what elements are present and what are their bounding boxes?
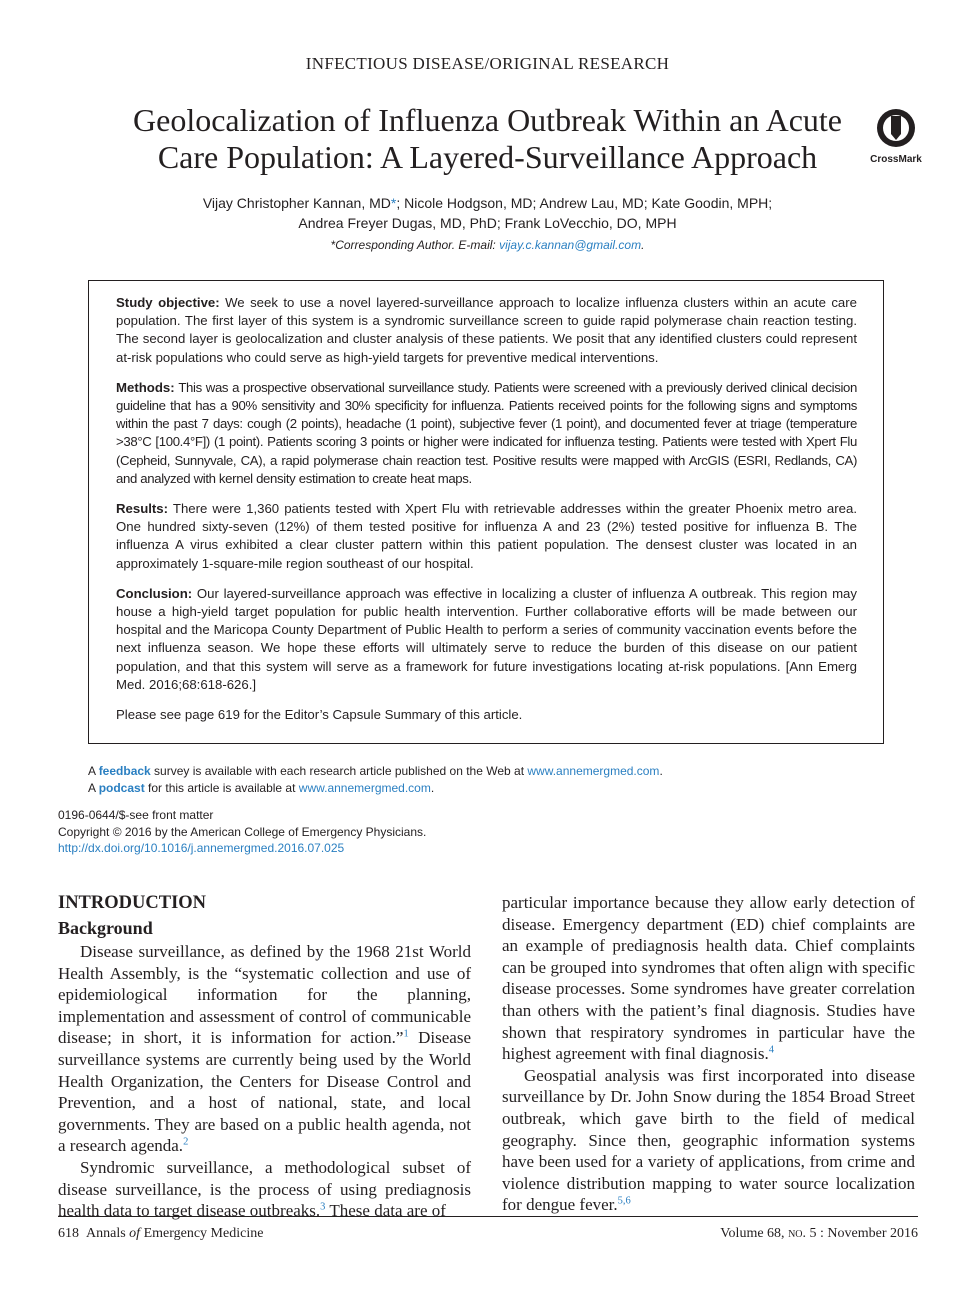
corresponding-prefix: *Corresponding Author. E-mail: (330, 238, 500, 252)
issn: 0196-0644/$-see front matter (58, 808, 214, 822)
abstract-objective (116, 294, 857, 367)
podcast-link[interactable]: podcast (98, 781, 145, 795)
abstract-conclusion (116, 585, 857, 694)
author-lead: Vijay Christopher Kannan, MD (202, 195, 391, 211)
footer-journal (58, 1226, 263, 1242)
background-heading: Background (58, 918, 153, 938)
crossmark-label: CrossMark (870, 154, 922, 165)
results-text: There were 1,360 patients tested with Xpert Flu with retrievable addresses within the greater Phoenix metro area. One hundred sixty-seven (12%) of them tested positive for influenza A and 23 (2%) tested positive for influenza B. The influenza A virus exhibited a clear cluster pattern within this patient population. The densest cluster was located in an approximately 1-square-mile region southeast of our hospital. (116, 501, 857, 571)
feedback-url-link[interactable]: www.annemergmed.com (527, 764, 660, 778)
methods-text: This was a prospective observational surveillance study. Patients were screened with a previously derived clinical decision guideline that has a 90% sensitivity and 30% specificity for influenza. Patients received points for the following signs and symptoms within the past 7 days: cough (2 points), headache (1 point), subjective fever (1 point), and documented fever at triage (temperature >38°C [100.4°F]) (1 point). Patients scoring 3 points or higher were indicated for influenza testing. Patients were tested with Xpert Flu (Cepheid, Sunnyvale, CA), a rapid polymerase chain reaction test. Positive results were mapped with ArcGIS (ESRI, Redlands, CA) and analyzed with kernel density estimation to create heat maps. (116, 379, 857, 486)
results-label: Results: (116, 501, 169, 517)
p2-text-b-start: These data are of (325, 1201, 446, 1221)
copyright: Copyright © 2016 by the American College of Emergency Physicians. (58, 824, 427, 839)
feedback-mid: survey is available with each research article published on the Web at (150, 764, 528, 778)
feedback-end: . (659, 764, 663, 778)
paragraph-2-cont (502, 892, 915, 1065)
footer-issue (720, 1226, 918, 1242)
corresponding-email-link[interactable]: vijay.c.kannan@gmail.com (499, 238, 642, 252)
podcast-end: . (430, 781, 435, 795)
p2-text-b-cont: particular importance because they allow early detection of disease. Emergency department (ED) chief complaints are an example of prediagnosis health data. Chief complaints can be grouped into syndromes that often align with specific disease processes. Some syndromes have greater correlation than others with the patient’s final diagnosis. Studies have shown that respiratory syndromes in particular have the highest agreement with final diagnosis. (502, 893, 915, 1064)
capsule-note: Please see page 619 for the Editor’s Capsule Summary of this article. (116, 707, 523, 723)
authors-line-2: Andrea Freyer Dugas, MD, PhD; Frank LoVecchio, DO, MPH (298, 215, 677, 231)
journal-name-b: Emergency Medicine (140, 1226, 264, 1241)
conclusion-text: Our layered-surveillance approach was effective in localizing a cluster of influenza A outbreak. This region may house a high-yield target population for public health intervention. Further collaborative efforts will be made between our hospital and the Maricopa County Department of Public Health to perform a series of community vaccination events before the next influenza season. We hope these efforts will ultimately serve to reduce the burden of this disease on our patient population, and that this system will serve as a framework for future investigations locating at-risk populations. [Ann Emerg Med. 2016;68:618-626.] (116, 585, 857, 692)
issue-date: 5 : November 2016 (806, 1226, 918, 1241)
p2-text-a: Syndromic surveillance, a methodological subset of disease surveillance, is the process of using prediagnosis health data to target disease outbreaks. (58, 1157, 471, 1221)
right-column (502, 892, 915, 1216)
ref-3-link[interactable]: 3 (320, 1201, 326, 1213)
corresponding-star-link[interactable]: * (390, 195, 397, 211)
conclusion-label: Conclusion: (116, 585, 193, 601)
doi-link[interactable]: http://dx.doi.org/10.1016/j.annemergmed.2016.07.025 (58, 841, 345, 855)
abstract-box (88, 280, 884, 744)
corresponding-suffix: . (641, 238, 645, 252)
journal-name-of: of (129, 1226, 141, 1241)
footer-rule (58, 1216, 918, 1217)
journal-name-a: Annals (86, 1226, 130, 1241)
feedback-prefix: A (88, 764, 99, 778)
ref-1-link[interactable]: 1 (403, 1028, 409, 1040)
abstract-methods (116, 379, 857, 488)
authors-rest: ; Nicole Hodgson, MD; Andrew Lau, MD; Kate Goodin, MPH; (396, 195, 773, 211)
article-title (100, 102, 875, 176)
podcast-url-link[interactable]: www.annemergmed.com (298, 781, 431, 795)
title-line-1: Geolocalization of Influenza Outbreak Within an Acute (133, 102, 842, 138)
issue-no-label: no. (788, 1226, 807, 1241)
ref-2-link[interactable]: 2 (183, 1136, 189, 1148)
page-number: 618 (58, 1226, 79, 1241)
p1-text-b: Disease surveillance systems are currently being used by the World Health Organization, the Centers for Disease Control and Prevention, and a host of national, state, and local governments. They are based on a public health agenda, not a research agenda. (58, 1028, 471, 1156)
ref-4-link[interactable]: 4 (768, 1044, 774, 1056)
author-list (80, 193, 895, 233)
feedback-link[interactable]: feedback (98, 764, 151, 778)
left-column (58, 891, 471, 1222)
methods-label: Methods: (116, 379, 175, 395)
p1-text-a: Disease surveillance, as defined by the 1968 21st World Health Assembly, is the “systematic collection and use of epidemiological information for the planning, implementation and assessment of control of communicable disease; in short, it is information for action.” (58, 942, 471, 1048)
front-matter (58, 807, 858, 857)
web-notes (88, 763, 888, 797)
section-header: INFECTIOUS DISEASE/ORIGINAL RESEARCH (305, 54, 670, 73)
ref-5-6-link[interactable]: 5,6 (617, 1195, 631, 1207)
paragraph-3 (502, 1065, 915, 1216)
p3-text: Geospatial analysis was first incorporated into disease surveillance by Dr. John Snow during the 1854 Broad Street outbreak, which gave birth to the field of medical geography. Since then, geographic information systems have been used for a variety of applications, from crime and violence distribution mapping to water source localization for dengue fever. (502, 1065, 915, 1215)
objective-text: We seek to use a novel layered-surveillance approach to localize influenza clusters within an acute care population. The first layer of this system is a syndromic surveillance screen to guide rapid polymerase chain reaction testing. The second layer is geolocalization and cluster analysis of these patients. We posit that any identified clusters could represent at-risk populations who could serve as high-yield targets for preventive medical interventions. (116, 295, 857, 365)
crossmark-icon (876, 108, 916, 148)
feedback-note (88, 763, 888, 780)
corresponding-author (80, 238, 895, 252)
authors-line-1 (80, 193, 895, 213)
abstract-results (116, 500, 857, 573)
title-line-2: Care Population: A Layered-Surveillance Approach (157, 139, 818, 175)
introduction-heading: INTRODUCTION (58, 893, 207, 913)
podcast-prefix: A (88, 781, 99, 795)
crossmark-badge[interactable] (870, 108, 922, 165)
podcast-mid: for this article is available at (144, 781, 299, 795)
paragraph-1 (58, 941, 471, 1157)
objective-label: Study objective: (116, 295, 220, 310)
volume: Volume 68, (720, 1226, 789, 1241)
paragraph-2-start (58, 1157, 471, 1222)
podcast-note (88, 780, 888, 797)
